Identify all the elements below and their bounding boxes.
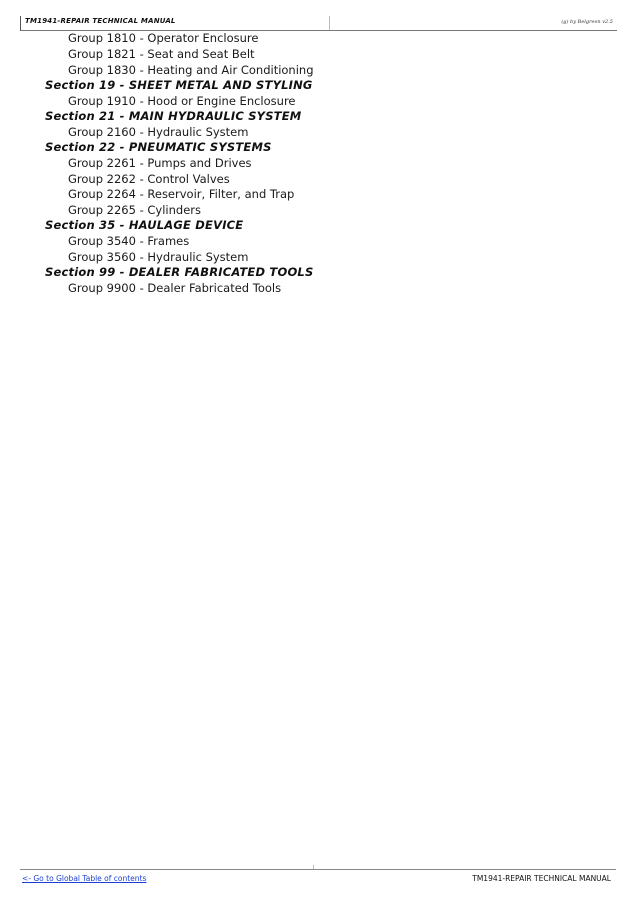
toc-group-2261[interactable]: Group 2261 - Pumps and Drives	[68, 156, 252, 170]
toc-group-1821[interactable]: Group 1821 - Seat and Seat Belt	[68, 47, 255, 61]
footer-rule	[20, 869, 616, 870]
toc-group-1830[interactable]: Group 1830 - Heating and Air Conditioning	[68, 63, 314, 77]
toc-section-35[interactable]: Section 35 - HAULAGE DEVICE	[45, 218, 244, 232]
toc-section-22[interactable]: Section 22 - PNEUMATIC SYSTEMS	[45, 140, 272, 154]
toc-group-2262[interactable]: Group 2262 - Control Valves	[68, 172, 230, 186]
header-title: TM1941-REPAIR TECHNICAL MANUAL	[25, 17, 176, 25]
page-header	[20, 16, 617, 31]
toc-group-9900[interactable]: Group 9900 - Dealer Fabricated Tools	[68, 281, 282, 295]
toc-group-1910[interactable]: Group 1910 - Hood or Engine Enclosure	[68, 94, 296, 108]
header-credit: (g) by Belgreen v2.5	[561, 19, 613, 25]
toc-group-2264[interactable]: Group 2264 - Reservoir, Filter, and Trap	[68, 187, 295, 201]
toc-group-3540[interactable]: Group 3540 - Frames	[68, 234, 190, 248]
toc-group-2160[interactable]: Group 2160 - Hydraulic System	[68, 125, 249, 139]
toc-group-1810[interactable]: Group 1810 - Operator Enclosure	[68, 31, 259, 45]
toc-section-19[interactable]: Section 19 - SHEET METAL AND STYLING	[45, 78, 313, 92]
global-toc-link[interactable]: <- Go to Global Table of contents	[22, 874, 147, 883]
toc-section-99[interactable]: Section 99 - DEALER FABRICATED TOOLS	[45, 265, 314, 279]
toc-group-3560[interactable]: Group 3560 - Hydraulic System	[68, 250, 249, 264]
toc-section-21[interactable]: Section 21 - MAIN HYDRAULIC SYSTEM	[45, 109, 302, 123]
toc-group-2265[interactable]: Group 2265 - Cylinders	[68, 203, 202, 217]
header-divider	[329, 16, 330, 30]
footer-title: TM1941-REPAIR TECHNICAL MANUAL	[472, 874, 611, 883]
